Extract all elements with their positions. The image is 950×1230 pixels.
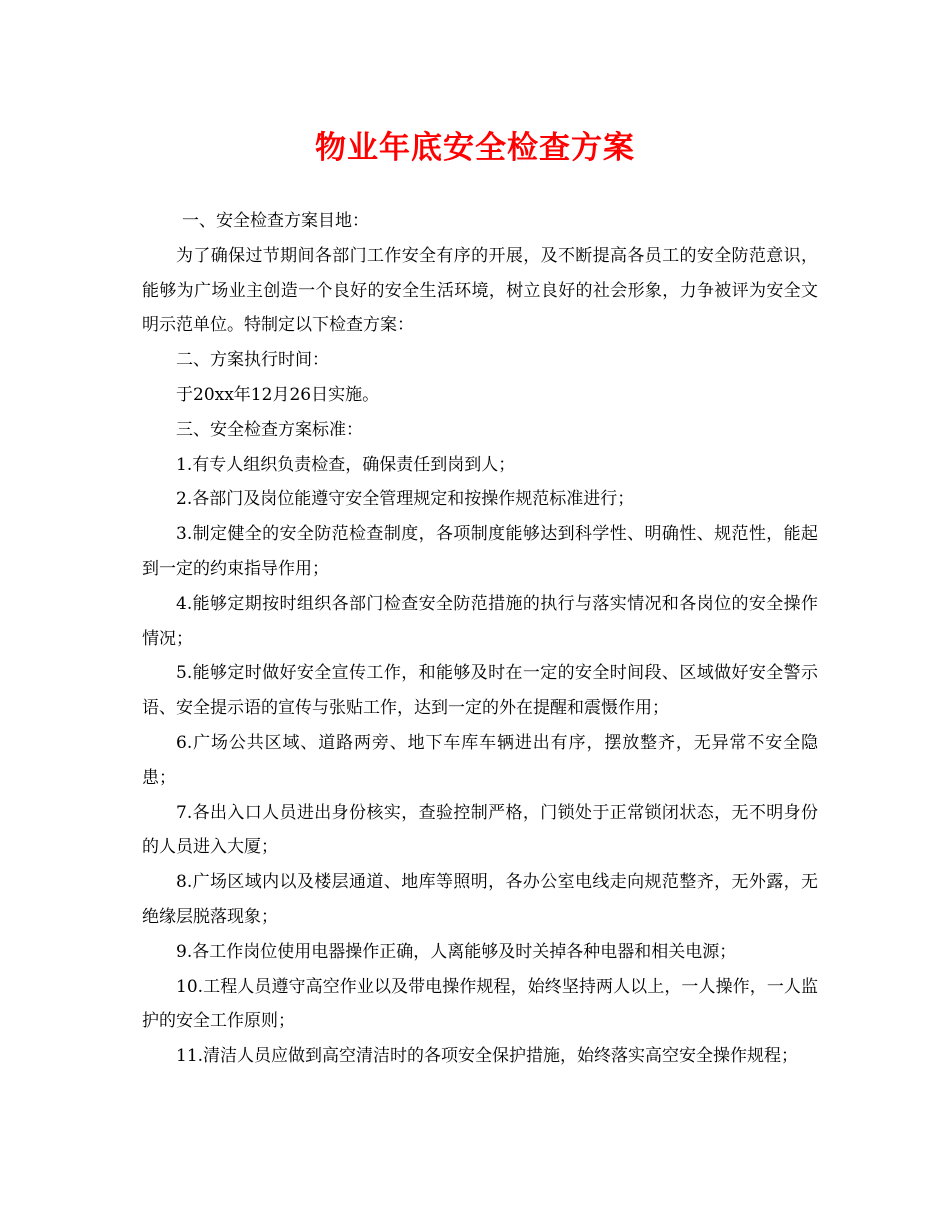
list-item: 6.广场公共区域、道路两旁、地下车库车辆进出有序，摆放整齐，无异常不安全隐患；	[142, 732, 818, 788]
section-heading-time: 二、方案执行时间：	[176, 350, 329, 371]
list-item: 3.制定健全的安全防范检查制度，各项制度能够达到科学性、明确性、规范性，能起到一定的约束指导作用；	[142, 524, 818, 579]
document-body	[142, 204, 818, 1074]
section-heading-standards: 三、安全检查方案标准：	[176, 419, 363, 440]
list-item: 10.工程人员遵守高空作业以及带电操作规程，始终坚持两人以上，一人操作，一人监护的安全工作原则；	[142, 976, 818, 1032]
list-item: 9.各工作岗位使用电器操作正确，人离能够及时关掉各种电器和相关电源；	[176, 941, 737, 962]
document-title: 物业年底安全检查方案	[315, 130, 635, 166]
paragraph-purpose: 为了确保过节期间各部门工作安全有序的开展，及不断提高各员工的安全防范意识，能够为广场业主创造一个良好的安全生活环境，树立良好的社会形象，力争被评为安全文明示范单位。特制定以下检查方案：	[142, 245, 818, 336]
list-item: 4.能够定期按时组织各部门检查安全防范措施的执行与落实情况和各岗位的安全操作情况；	[142, 593, 818, 649]
section-heading-purpose: 一、安全检查方案目地：	[182, 211, 369, 231]
list-item: 7.各出入口人员进出身份核实，查验控制严格，门锁处于正常锁闭状态，无不明身份的人员进入大厦；	[142, 802, 818, 858]
list-item: 8.广场区域内以及楼层通道、地库等照明，各办公室电线走向规范整齐，无外露，无绝缘层脱落现象；	[142, 872, 818, 927]
list-item: 1.有专人组织负责检查，确保责任到岗到人；	[176, 454, 516, 475]
list-item: 2.各部门及岗位能遵守安全管理规定和按操作规范标准进行；	[176, 489, 635, 510]
list-item: 5.能够定时做好安全宣传工作，和能够及时在一定的安全时间段、区域做好安全警示语、安全提示语的宣传与张贴工作，达到一定的外在提醒和震慑作用；	[142, 663, 818, 719]
list-item: 11.清洁人员应做到高空清洁时的各项安全保护措施，始终落实高空安全操作规程；	[176, 1046, 799, 1067]
paragraph-time: 于20xx年12月26日实施。	[176, 384, 380, 405]
